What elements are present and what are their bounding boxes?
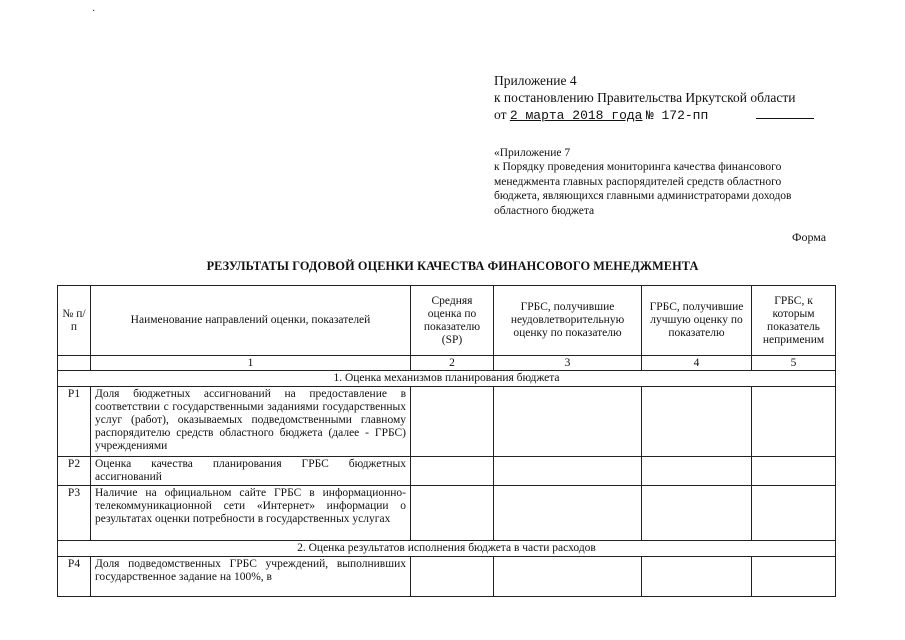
row-cell <box>494 486 642 541</box>
header-name: Наименование направлений оценки, показателей <box>91 286 411 356</box>
row-id: P3 <box>58 486 91 541</box>
document-number: № 172-пп <box>645 108 709 123</box>
row-cell <box>752 387 836 457</box>
appendix-reference: к постановлению Правительства Иркутской области <box>494 90 796 105</box>
scan-dot: · <box>92 6 96 17</box>
column-number: 2 <box>411 356 494 371</box>
appendix-title: Приложение 4 <box>494 73 577 88</box>
header-best: ГРБС, получившие лучшую оценку по показателю <box>642 286 752 356</box>
column-number: 1 <box>91 356 411 371</box>
table-header-row <box>58 286 836 356</box>
row-name: Доля подведомственных ГРБС учреждений, выполнивших государственное задание на 100%, в <box>91 557 411 597</box>
row-cell <box>411 457 494 486</box>
row-cell <box>642 557 752 597</box>
date-value: 2 марта 2018 года <box>509 108 643 123</box>
row-cell <box>752 457 836 486</box>
appendix7-line2: к Порядку проведения мониторинга качества финансового <box>494 161 782 174</box>
section-title: 1. Оценка механизмов планирования бюджета <box>58 371 836 387</box>
row-id: P1 <box>58 387 91 457</box>
header-num: № п/п <box>58 286 91 356</box>
appendix-header <box>494 72 814 124</box>
appendix-date-line <box>494 106 814 124</box>
row-cell <box>411 486 494 541</box>
results-table <box>57 285 836 597</box>
row-cell <box>752 486 836 541</box>
column-number-blank <box>58 356 91 371</box>
appendix7-line4: бюджета, являющихся главными администраторами доходов <box>494 190 792 203</box>
row-id: P4 <box>58 557 91 597</box>
row-cell <box>411 557 494 597</box>
section-title: 2. Оценка результатов исполнения бюджета в части расходов <box>58 541 836 557</box>
row-cell <box>494 457 642 486</box>
row-name: Оценка качества планирования ГРБС бюджетных ассигнований <box>91 457 411 486</box>
row-cell <box>642 457 752 486</box>
column-number: 5 <box>752 356 836 371</box>
row-cell <box>642 387 752 457</box>
row-cell <box>494 387 642 457</box>
row-cell <box>411 387 494 457</box>
row-cell <box>642 486 752 541</box>
row-name: Наличие на официальном сайте ГРБС в информационно-телекоммуникационной сети «Интернет» информации о результатах оценки потребности в государственных услугах <box>91 486 411 541</box>
row-cell <box>494 557 642 597</box>
appendix7-line1: «Приложение 7 <box>494 147 571 159</box>
document-title: РЕЗУЛЬТАТЫ ГОДОВОЙ ОЦЕНКИ КАЧЕСТВА ФИНАНСОВОГО МЕНЕДЖМЕНТА <box>206 259 699 273</box>
header-not-applicable: ГРБС, к которым показатель неприменим <box>752 286 836 356</box>
forma-label: Форма <box>792 230 827 244</box>
column-number-row <box>58 356 836 371</box>
section-row <box>58 371 836 387</box>
blank-line <box>756 106 814 119</box>
date-prefix: от <box>494 107 507 122</box>
row-id: P2 <box>58 457 91 486</box>
section-row <box>58 541 836 557</box>
column-number: 3 <box>494 356 642 371</box>
table-row <box>58 387 836 457</box>
appendix7-line5: областного бюджета <box>494 204 595 217</box>
header-avg-score: Средняя оценка по показателю (SP) <box>411 286 494 356</box>
row-cell <box>752 557 836 597</box>
table-row <box>58 457 836 486</box>
header-unsatisfactory: ГРБС, получившие неудовлетворительную оценку по показателю <box>494 286 642 356</box>
row-name: Доля бюджетных ассигнований на предоставление в соответствии с государственными заданиями государственных услуг (работ), оказываемых подведомственными главному распорядителю средств областного бюджета (далее - ГРБС) учреждениями <box>91 387 411 457</box>
table-row <box>58 557 836 597</box>
table-row <box>58 486 836 541</box>
appendix7-line3: менеджмента главных распорядителей средств областного <box>494 175 782 188</box>
appendix7-header <box>494 146 834 218</box>
column-number: 4 <box>642 356 752 371</box>
